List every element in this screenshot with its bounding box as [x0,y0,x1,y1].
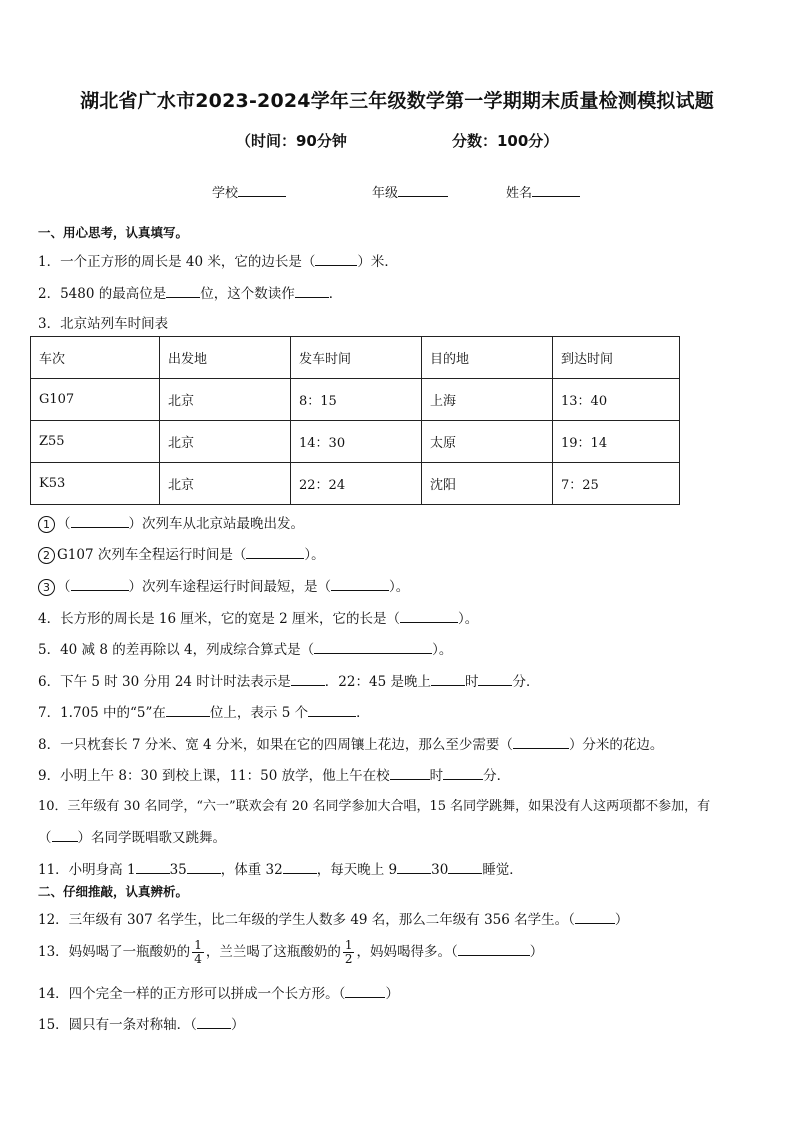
q14-blank[interactable] [345,985,385,998]
table-cell: 14：30 [291,421,422,463]
q3-2-text-a: G107 次列车全程运行时间是（ [57,547,247,563]
table-cell: 7：25 [553,463,680,505]
q9-text-b: 时 [429,768,444,784]
q13-blank[interactable] [458,943,530,956]
q2-text-b: 位，这个数读作 [200,286,295,302]
q15-blank[interactable] [197,1016,231,1029]
circled-number-3: 3 [38,579,55,596]
question-2 [38,282,342,302]
table-header: 目的地 [422,337,553,379]
q6-text-b: ．22：45 是晚上 [324,674,431,690]
fraction-one-quarter [192,939,204,966]
fraction-numerator: 1 [344,938,353,952]
q11-text-f: 睡觉． [482,862,523,878]
table-header: 出发地 [160,337,291,379]
table-cell: 13：40 [553,379,680,421]
q11-blank-5[interactable] [448,861,482,874]
table-row [31,463,680,505]
question-1 [38,250,398,270]
q8-text-b: ）分米的花边。 [568,737,664,753]
q11-text-e: 30 [431,862,449,878]
q9-blank-1[interactable] [390,767,430,780]
question-3-1 [38,512,304,533]
q15-text-b: ） [230,1017,245,1033]
q11-text-a: 11．小明身高 1 [38,862,136,878]
q6-blank-1[interactable] [291,673,325,686]
q7-text-c: ． [356,705,370,721]
q7-text-b: 位上，表示 5 个 [209,705,309,721]
q9-text-c: 分． [483,768,511,784]
school-blank[interactable] [238,183,286,197]
q10-text-b: ）名同学既唱歌又跳舞。 [77,830,226,846]
fraction-numerator: 1 [194,938,202,952]
fraction-one-half [343,939,355,966]
question-7 [38,701,370,721]
exam-score: 分数：100分） [452,132,559,150]
table-cell: 北京 [160,463,291,505]
q11-blank-4[interactable] [397,861,431,874]
grade-field[interactable] [372,182,448,201]
q1-blank[interactable] [315,253,357,266]
q1-text-b: ）米． [357,254,398,270]
q12-text-a: 12．三年级有 307 名学生，比二年级的学生人数多 49 名，那么二年级有 356 名学生。（ [38,912,575,928]
q11-text-c: ，体重 32 [220,862,283,878]
q6-text-c: 时 [464,674,479,690]
q3-1-text-b: ）次列车从北京站最晚出发。 [128,516,304,532]
question-8 [38,733,663,753]
q6-blank-3[interactable] [478,673,512,686]
name-blank[interactable] [532,183,580,197]
q6-text-d: 分． [512,674,540,690]
q7-blank-2[interactable] [308,704,356,717]
q3-3-blank-2[interactable] [331,578,389,591]
fraction-denominator: 4 [194,952,202,966]
question-12 [38,908,628,928]
question-10-line-2 [38,826,226,846]
q9-text-a: 9．小明上午 8：30 到校上课，11：50 放学，他上午在校 [38,768,390,784]
table-cell: G107 [31,379,160,421]
question-3-3 [38,575,409,596]
q3-3-blank-1[interactable] [71,578,129,591]
q13-text-b: ，兰兰喝了这瓶酸奶的 [205,944,341,960]
table-cell: 19：14 [553,421,680,463]
q8-text-a: 8．一只枕套长 7 分米、宽 4 分米，如果在它的四周镶上花边，那么至少需要（ [38,737,513,753]
table-cell: 上海 [422,379,553,421]
question-5 [38,638,452,658]
table-cell: 北京 [160,421,291,463]
q11-blank-3[interactable] [283,861,317,874]
name-field[interactable] [506,182,580,201]
circled-number-2: 2 [38,547,55,564]
table-cell: 北京 [160,379,291,421]
train-timetable [30,336,680,505]
q12-text-b: ） [614,912,629,928]
section2-heading: 二、仔细推敲，认真辨析。 [38,884,189,899]
q5-text-a: 5．40 减 8 的差再除以 4，列成综合算式是（ [38,642,315,658]
q4-text-b: ）。 [458,611,479,627]
exam-time: （时间：90分钟 [236,132,347,150]
section1-heading: 一、用心思考，认真填写。 [38,225,189,240]
q3-1-text-a: （ [57,516,71,532]
table-cell: K53 [31,463,160,505]
q10-text-a: （ [38,830,52,846]
q3-2-blank[interactable] [246,546,304,559]
q2-blank-2[interactable] [295,285,329,298]
grade-blank[interactable] [398,183,448,197]
q11-text-b: 35 [169,862,187,878]
fraction-denominator: 2 [344,952,353,966]
q3-3-text-c: ）。 [389,579,410,595]
question-4 [38,607,478,627]
question-10-line-1: 10．三年级有 30 名同学，“六一”联欢会有 20 名同学参加大合唱，15 名同学跳舞，如果没有人这两项都不参加，有 [38,799,711,814]
q2-blank-1[interactable] [166,285,200,298]
table-cell: 22：24 [291,463,422,505]
question-15 [38,1013,244,1033]
q15-text-a: 15．圆只有一条对称轴．（ [38,1017,197,1033]
page-title: 湖北省广水市2023-2024学年三年级数学第一学期期末质量检测模拟试题 [80,90,714,112]
question-9 [38,764,510,784]
school-field[interactable] [212,182,286,201]
table-cell: 太原 [422,421,553,463]
q10-blank[interactable] [52,829,78,842]
q11-blank-2[interactable] [187,861,221,874]
q14-text-b: ） [385,986,399,1002]
table-cell: 沈阳 [422,463,553,505]
q4-text-a: 4．长方形的周长是 16 厘米，它的宽是 2 厘米，它的长是（ [38,611,401,627]
table-row [31,379,680,421]
q3-3-text-a: （ [57,579,71,595]
q2-text-c: ． [328,286,343,302]
question-3: 3．北京站列车时间表 [38,316,169,332]
q14-text-a: 14．四个完全一样的正方形可以拼成一个长方形。（ [38,986,346,1002]
question-3-2 [38,543,325,564]
question-6 [38,670,539,690]
q3-1-blank[interactable] [71,515,129,528]
q11-blank-1[interactable] [136,861,170,874]
q13-text-c: ，妈妈喝得多。（ [356,944,458,960]
grade-label: 年级 [372,186,399,201]
table-header-row [31,337,680,379]
q3-3-text-b: ）次列车途程运行时间最短，是（ [128,579,331,595]
q4-blank[interactable] [400,610,458,623]
q5-text-b: ）。 [432,642,453,658]
table-header: 车次 [31,337,160,379]
table-header: 到达时间 [553,337,680,379]
q12-blank[interactable] [575,911,615,924]
q2-text-a: 2．5480 的最高位是 [38,286,167,302]
table-row [31,421,680,463]
q6-blank-2[interactable] [431,673,465,686]
q11-text-d: ，每天晚上 9 [316,862,398,878]
q8-blank[interactable] [513,736,569,749]
table-cell: Z55 [31,421,160,463]
q3-2-text-b: ）。 [304,547,325,563]
question-14 [38,982,399,1002]
school-label: 学校 [212,186,239,201]
name-label: 姓名 [506,186,533,201]
q6-text-a: 6．下午 5 时 30 分用 24 时计时法表示是 [38,674,291,690]
circled-number-1: 1 [38,516,55,533]
q7-blank-1[interactable] [166,704,210,717]
question-11 [38,858,523,878]
q9-blank-2[interactable] [443,767,483,780]
q7-text-a: 7．1.705 中的“5”在 [38,705,166,721]
table-cell: 8：15 [291,379,422,421]
q1-text-a: 1．一个正方形的周长是 40 米，它的边长是（ [38,254,316,270]
q13-text-d: ） [529,944,544,960]
q5-blank[interactable] [314,641,432,654]
table-header: 发车时间 [291,337,422,379]
q13-text-a: 13．妈妈喝了一瓶酸奶的 [38,944,191,960]
question-13 [38,937,543,967]
